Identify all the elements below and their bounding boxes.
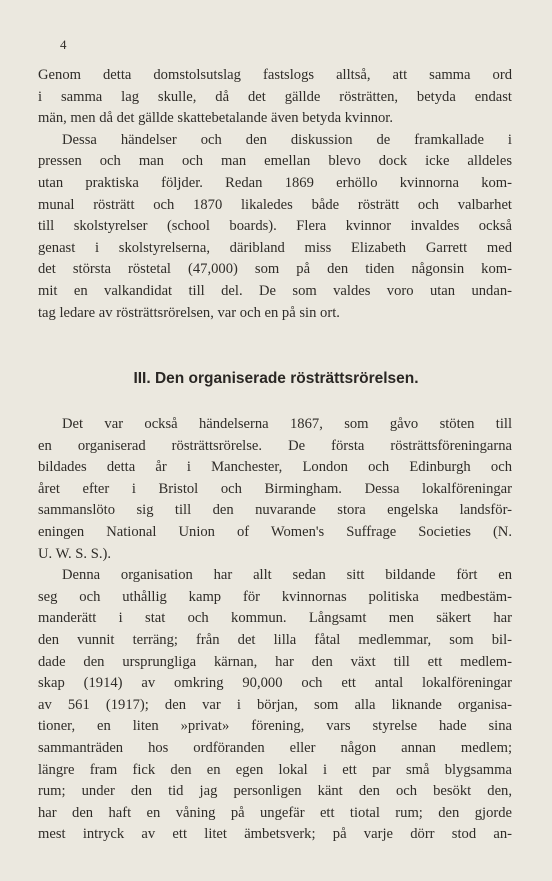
text-line: rum; under den tid jag personligen känt den och besökt den, <box>38 783 512 800</box>
text-line: Denna organisation har allt sedan sitt bildande fört en <box>62 567 512 584</box>
text-line: Dessa händelser och den diskussion de framkallade i <box>62 131 512 148</box>
text-line: genast i skolstyrelserna, däribland miss Elizabeth Garrett med <box>38 239 512 256</box>
text-line: sammanträden hos ordföranden eller någon annan medlem; <box>38 739 512 756</box>
text-line: munal rösträtt och 1870 likaledes både rösträtt och valbarhet <box>38 196 512 213</box>
text-line: U. W. S. S.). <box>38 545 111 562</box>
text-line: i samma lag skulle, då det gällde rösträtten, betyda endast <box>38 88 512 105</box>
text-line: bildades detta år i Manchester, London och Edinburgh och <box>38 459 512 476</box>
text-line: Genom detta domstolsutslag fastslogs alltså, att samma ord <box>38 67 512 83</box>
page-number: 4 <box>60 37 67 52</box>
text-line: skap (1914) av omkring 90,000 och ett antal lokalföreningar <box>38 675 512 692</box>
text-line: eningen National Union of Women's Suffrage Societies (N. <box>38 523 512 540</box>
text-line: utan praktiska följder. Redan 1869 erhöllo kvinnorna kom- <box>38 174 512 191</box>
text-line: manderätt i stat och kommun. Långsamt men säkert har <box>38 610 512 627</box>
text-line: pressen och man och man emellan blevo dock icke alldeles <box>38 153 512 170</box>
text-line: till skolstyrelser (school boards). Flera kvinnor invaldes också <box>38 218 512 235</box>
text-line: den vunnit terräng; från det lilla fåtal medlemmar, som bil- <box>38 631 512 648</box>
text-line: dade den ursprungliga kärnan, har den växt till ett medlem- <box>38 653 512 670</box>
text-line: tag ledare av rösträttsrörelsen, var och en på sin ort. <box>38 304 340 321</box>
section-heading: III. Den organiserade rösträttsrörelsen. <box>133 370 419 387</box>
text-line: en organiserad rösträttsrörelse. De första rösträttsföreningarna <box>38 437 512 454</box>
paragraph-court-ruling <box>38 65 512 324</box>
text-line: tioner, en liten »privat» förening, vars styrelse hade sina <box>38 718 512 735</box>
text-line: mit en valkandidat till del. De som valdes voro utan undan- <box>38 282 512 299</box>
text-line: det största röstetal (47,000) som på den tiden någonsin kom- <box>38 261 512 278</box>
text-line: mest intryck av ett litet ämbetsverk; på varje dörr stod an- <box>38 826 512 843</box>
text-line: män, men då det gällde skattebetalande även betyda kvinnor. <box>38 110 393 127</box>
text-line: Det var också händelserna 1867, som gåvo stöten till <box>62 416 512 432</box>
text-line: längre fram fick den en egen lokal i ett par små blygsamma <box>38 761 512 778</box>
text-line: året efter i Bristol och Birmingham. Dessa lokalföreningar <box>38 480 512 497</box>
paragraph-organisation <box>38 414 512 846</box>
text-line: seg och uthållig kamp för kvinnornas politiska medbestäm- <box>38 588 512 605</box>
text-line: sammanslöto sig till den nuvarande stora engelska landsför- <box>38 502 512 519</box>
text-line: av 561 (1917); den var i början, som alla liknande organisa- <box>38 696 512 713</box>
text-line: har den haft en våning på ungefär ett tiotal rum; den gjorde <box>38 804 512 821</box>
